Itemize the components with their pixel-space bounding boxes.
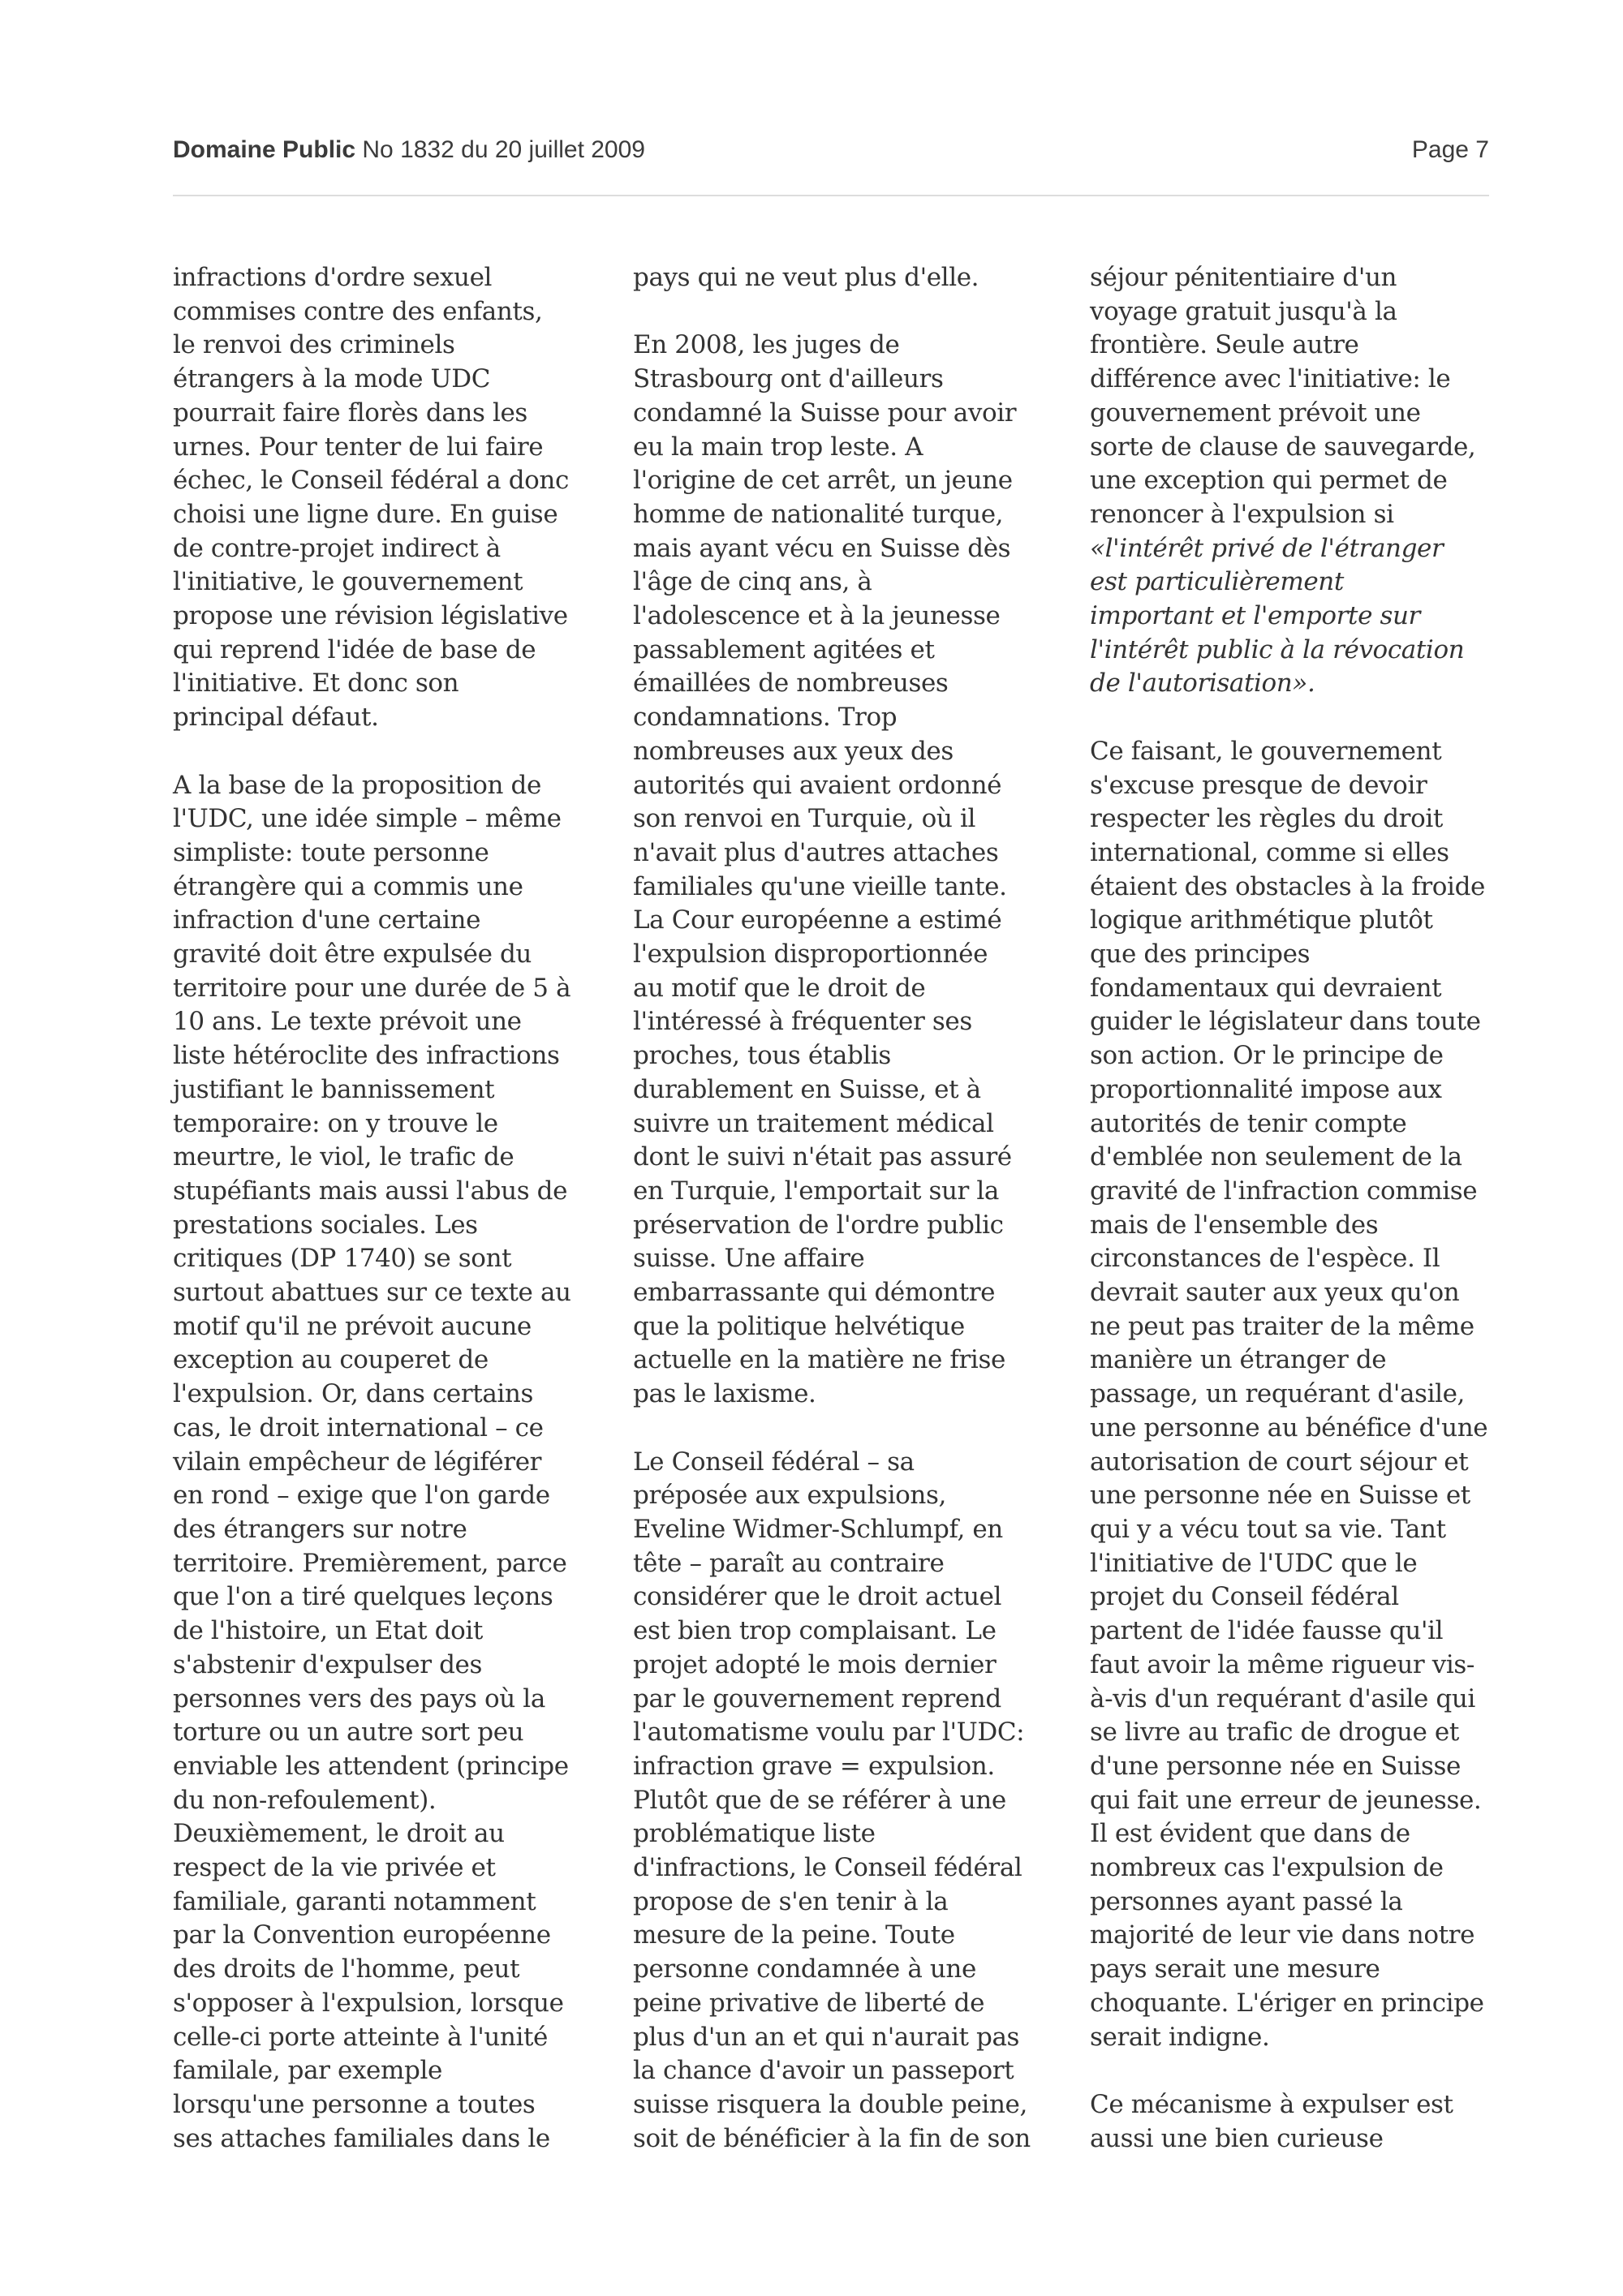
header-divider <box>173 195 1489 196</box>
paragraph: Ce mécanisme à expulser est aussi une bien curieuse <box>1090 2089 1453 2153</box>
text-column-3 <box>1090 261 1512 2156</box>
publication-name: Domaine Public <box>173 136 356 163</box>
paragraph: infractions d'ordre sexuel commises contre des enfants, le renvoi des criminels étrangers à la mode UDC pourrait faire florès dans les urnes. Pour tenter de lui faire échec, le Conseil fédéral a donc choisi une ligne dure. En guise de contre-projet indirect à l'initiative, le gouvernement propose une révision législative qui reprend l'idée de base de l'initiative. Et donc son principal défaut. <box>173 263 569 733</box>
page-header <box>173 130 1489 170</box>
paragraph: Ce faisant, le gouvernement s'excuse presque de devoir respecter les règles du droit international, comme si elles étaient des obstacles à la froide logique arithmétique plutôt que des principes fondamentaux qui devraient guider le législateur dans toute son action. Or le principe de proportionnalité impose aux autorités de tenir compte d'emblée non seulement de la gravité de l'infraction commise mais de l'ensemble des circonstances de l'espèce. Il devrait sauter aux yeux qu'on ne peut pas traiter de la même manière un étranger de passage, un requérant d'asile, une personne au bénéfice d'une autorisation de court séjour et une personne née en Suisse et qui y a vécu tout sa vie. Tant l'initiative de l'UDC que le projet du Conseil fédéral partent de l'idée fausse qu'il faut avoir la même rigueur vis- à-vis d'un requérant d'asile qui se livre au trafic de drogue et d'une personne née en Suisse qui fait une erreur de jeunesse. Il est évident que dans de nombreux cas l'expulsion de personnes ayant passé la majorité de leur vie dans notre pays serait une mesure choquante. L'ériger en principe serait indigne. <box>1090 736 1488 2052</box>
paragraph: A la base de la proposition de l'UDC, une idée simple – même simpliste: toute personne étrangère qui a commis une infraction d'une certaine gravité doit être expulsée du territoire pour une durée de 5 à 10 ans. Le texte prévoit une liste hétéroclite des infractions justifiant le bannissement temporaire: on y trouve le meurtre, le viol, le trafic de stupéfiants mais aussi l'abus de prestations sociales. Les critiques (DP 1740) se sont surtout abattues sur ce texte au motif qu'il ne prévoit aucune exception au couperet de l'expulsion. Or, dans certains cas, le droit international – ce vilain empêcheur de légiférer en rond – exige que l'on garde des étrangers sur notre territoire. Premièrement, parce que l'on a tiré quelques leçons de l'histoire, un Etat doit s'abstenir d'expulser des personnes vers des pays où la torture ou un autre sort peu enviable les attendent (principe du non-refoulement). Deuxièmement, le droit au respect de la vie privée et familiale, garanti notamment par la Convention européenne des droits de l'homme, peut s'opposer à l'expulsion, lorsque celle-ci porte atteinte à l'unité familale, par exemple lorsqu'une personne a toutes ses attaches familiales dans le <box>173 770 571 2153</box>
page-number: Page 7 <box>1411 136 1489 163</box>
paragraph-text: séjour pénitentiaire d'un voyage gratuit jusqu'à la frontière. Seule autre différence avec l'initiative: le gouvernement prévoit une sorte de clause de sauvegarde, une exception qui permet de renoncer à l'expulsion si <box>1090 263 1476 529</box>
text-column-1 <box>173 261 595 2156</box>
quotation: «l'intérêt privé de l'étranger est particulièrement important et l'emporte sur l'intérêt public à la révocation de l'autorisation». <box>1090 533 1465 699</box>
paragraph: Le Conseil fédéral – sa préposée aux expulsions, Eveline Widmer-Schlumpf, en tête – paraît au contraire considérer que le droit actuel est bien trop complaisant. Le projet adopté le mois dernier par le gouvernement reprend l'automatisme voulu par l'UDC: infraction grave = expulsion. Plutôt que de se référer à une problématique liste d'infractions, le Conseil fédéral propose de s'en tenir à la mesure de la peine. Toute personne condamnée à une peine privative de liberté de plus d'un an et qui n'aurait pas la chance d'avoir un passeport suisse risquera la double peine, soit de bénéficier à la fin de son <box>633 1447 1031 2153</box>
issue-info: No 1832 du 20 juillet 2009 <box>355 136 645 163</box>
text-column-2 <box>633 261 1055 2156</box>
paragraph: En 2008, les juges de Strasbourg ont d'ailleurs condamné la Suisse pour avoir eu la main trop leste. A l'origine de cet arrêt, un jeune homme de nationalité turque, mais ayant vécu en Suisse dès l'âge de cinq ans, à l'adolescence et à la jeunesse passablement agitées et émaillées de nombreuses condamnations. Trop nombreuses aux yeux des autorités qui avaient ordonné son renvoi en Turquie, où il n'avait plus d'autres attaches familiales qu'une vieille tante. La Cour européenne a estimé l'expulsion disproportionnée au motif que le droit de l'intéressé à fréquenter ses proches, tous établis durablement en Suisse, et à suivre un traitement médical dont le suivi n'était pas assuré en Turquie, l'emportait sur la préservation de l'ordre public suisse. Une affaire embarrassante qui démontre que la politique helvétique actuelle en la matière ne frise pas le laxisme. <box>633 330 1017 1409</box>
paragraph: pays qui ne veut plus d'elle. <box>633 263 979 292</box>
paragraph <box>1090 261 1512 701</box>
